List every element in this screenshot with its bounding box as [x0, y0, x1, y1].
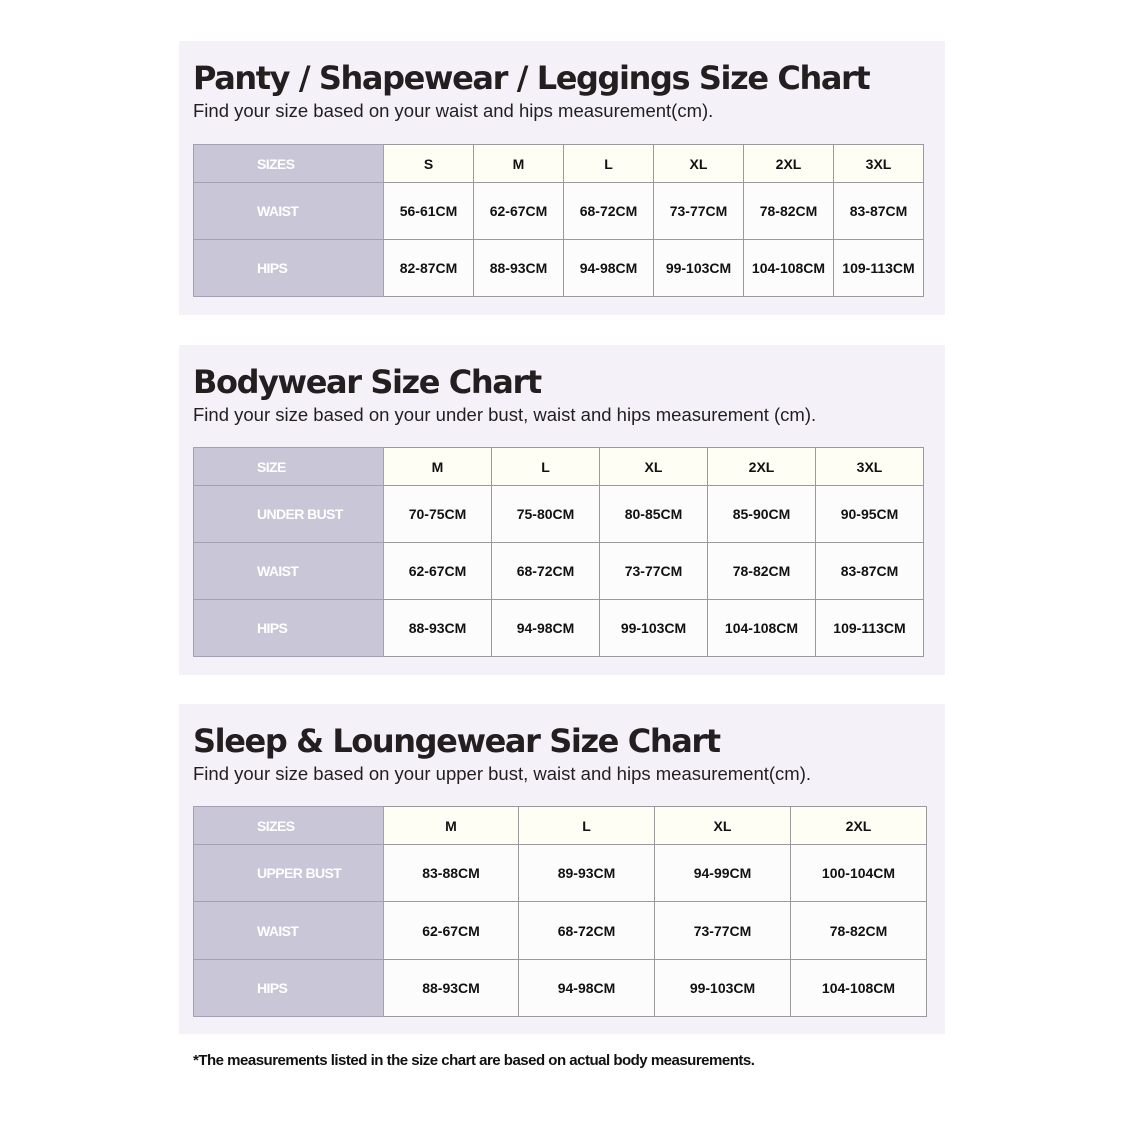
measurement-cell: 68-72CM [519, 902, 655, 960]
measurement-cell: 70-75CM [384, 486, 492, 543]
size-header-cell: 2XL [708, 448, 816, 486]
panty-size-table [193, 144, 924, 297]
measurement-cell: 89-93CM [519, 845, 655, 902]
measurement-cell: 100-104CM [791, 845, 927, 902]
table-header-row [194, 807, 927, 845]
measurement-cell: 73-77CM [654, 183, 744, 240]
row-label: SIZES [194, 807, 384, 845]
panty-size-chart-panel [179, 41, 945, 315]
table-row [194, 486, 924, 543]
measurement-cell: 104-108CM [791, 960, 927, 1017]
measurement-cell: 83-87CM [834, 183, 924, 240]
measurement-cell: 90-95CM [816, 486, 924, 543]
size-header-cell: L [564, 145, 654, 183]
table-header-row [194, 145, 924, 183]
size-header-cell: 2XL [791, 807, 927, 845]
table-row [194, 600, 924, 657]
bodywear-size-chart-panel [179, 345, 945, 675]
measurement-cell: 83-88CM [384, 845, 519, 902]
table-row [194, 902, 927, 960]
measurement-cell: 88-93CM [384, 960, 519, 1017]
measurement-cell: 94-98CM [492, 600, 600, 657]
measurement-cell: 94-98CM [564, 240, 654, 297]
measurement-cell: 62-67CM [384, 902, 519, 960]
measurement-cell: 78-82CM [744, 183, 834, 240]
sleepwear-chart-title: Sleep & Loungewear Size Chart [193, 722, 720, 760]
row-label: WAIST [194, 183, 384, 240]
measurement-cell: 75-80CM [492, 486, 600, 543]
measurement-cell: 99-103CM [654, 240, 744, 297]
row-label: WAIST [194, 902, 384, 960]
measurement-cell: 88-93CM [384, 600, 492, 657]
measurement-cell: 62-67CM [474, 183, 564, 240]
size-header-cell: XL [654, 145, 744, 183]
measurement-cell: 85-90CM [708, 486, 816, 543]
row-label: UPPER BUST [194, 845, 384, 902]
panty-chart-subtitle: Find your size based on your waist and hips measurement(cm). [193, 100, 714, 121]
size-header-cell: L [492, 448, 600, 486]
row-label: HIPS [194, 600, 384, 657]
row-label: WAIST [194, 543, 384, 600]
measurement-cell: 109-113CM [816, 600, 924, 657]
measurement-cell: 83-87CM [816, 543, 924, 600]
measurement-cell: 73-77CM [655, 902, 791, 960]
measurement-cell: 104-108CM [744, 240, 834, 297]
size-header-cell: M [384, 448, 492, 486]
measurement-cell: 104-108CM [708, 600, 816, 657]
size-header-cell: S [384, 145, 474, 183]
row-label: HIPS [194, 960, 384, 1017]
table-header-row [194, 448, 924, 486]
bodywear-size-table [193, 447, 924, 657]
bodywear-chart-subtitle: Find your size based on your under bust, waist and hips measurement (cm). [193, 404, 817, 425]
table-row [194, 183, 924, 240]
sleepwear-chart-subtitle: Find your size based on your upper bust, waist and hips measurement(cm). [193, 763, 811, 784]
size-header-cell: M [474, 145, 564, 183]
table-row [194, 240, 924, 297]
table-row [194, 960, 927, 1017]
size-header-cell: XL [600, 448, 708, 486]
measurement-cell: 68-72CM [564, 183, 654, 240]
size-header-cell: XL [655, 807, 791, 845]
row-label: SIZES [194, 145, 384, 183]
measurement-cell: 94-98CM [519, 960, 655, 1017]
measurement-cell: 73-77CM [600, 543, 708, 600]
size-header-cell: M [384, 807, 519, 845]
table-row [194, 845, 927, 902]
measurement-cell: 80-85CM [600, 486, 708, 543]
measurement-cell: 68-72CM [492, 543, 600, 600]
measurement-cell: 99-103CM [600, 600, 708, 657]
measurement-footnote: *The measurements listed in the size chart are based on actual body measurements. [193, 1052, 755, 1069]
row-label: UNDER BUST [194, 486, 384, 543]
measurement-cell: 99-103CM [655, 960, 791, 1017]
measurement-cell: 82-87CM [384, 240, 474, 297]
panty-chart-title: Panty / Shapewear / Leggings Size Chart [193, 59, 870, 97]
measurement-cell: 94-99CM [655, 845, 791, 902]
row-label: HIPS [194, 240, 384, 297]
sleepwear-size-table [193, 806, 927, 1017]
size-header-cell: 3XL [816, 448, 924, 486]
measurement-cell: 109-113CM [834, 240, 924, 297]
measurement-cell: 56-61CM [384, 183, 474, 240]
measurement-cell: 78-82CM [791, 902, 927, 960]
measurement-cell: 88-93CM [474, 240, 564, 297]
size-header-cell: L [519, 807, 655, 845]
row-label: SIZE [194, 448, 384, 486]
table-row [194, 543, 924, 600]
measurement-cell: 78-82CM [708, 543, 816, 600]
size-header-cell: 2XL [744, 145, 834, 183]
size-header-cell: 3XL [834, 145, 924, 183]
measurement-cell: 62-67CM [384, 543, 492, 600]
bodywear-chart-title: Bodywear Size Chart [193, 363, 541, 401]
sleepwear-size-chart-panel [179, 704, 945, 1034]
